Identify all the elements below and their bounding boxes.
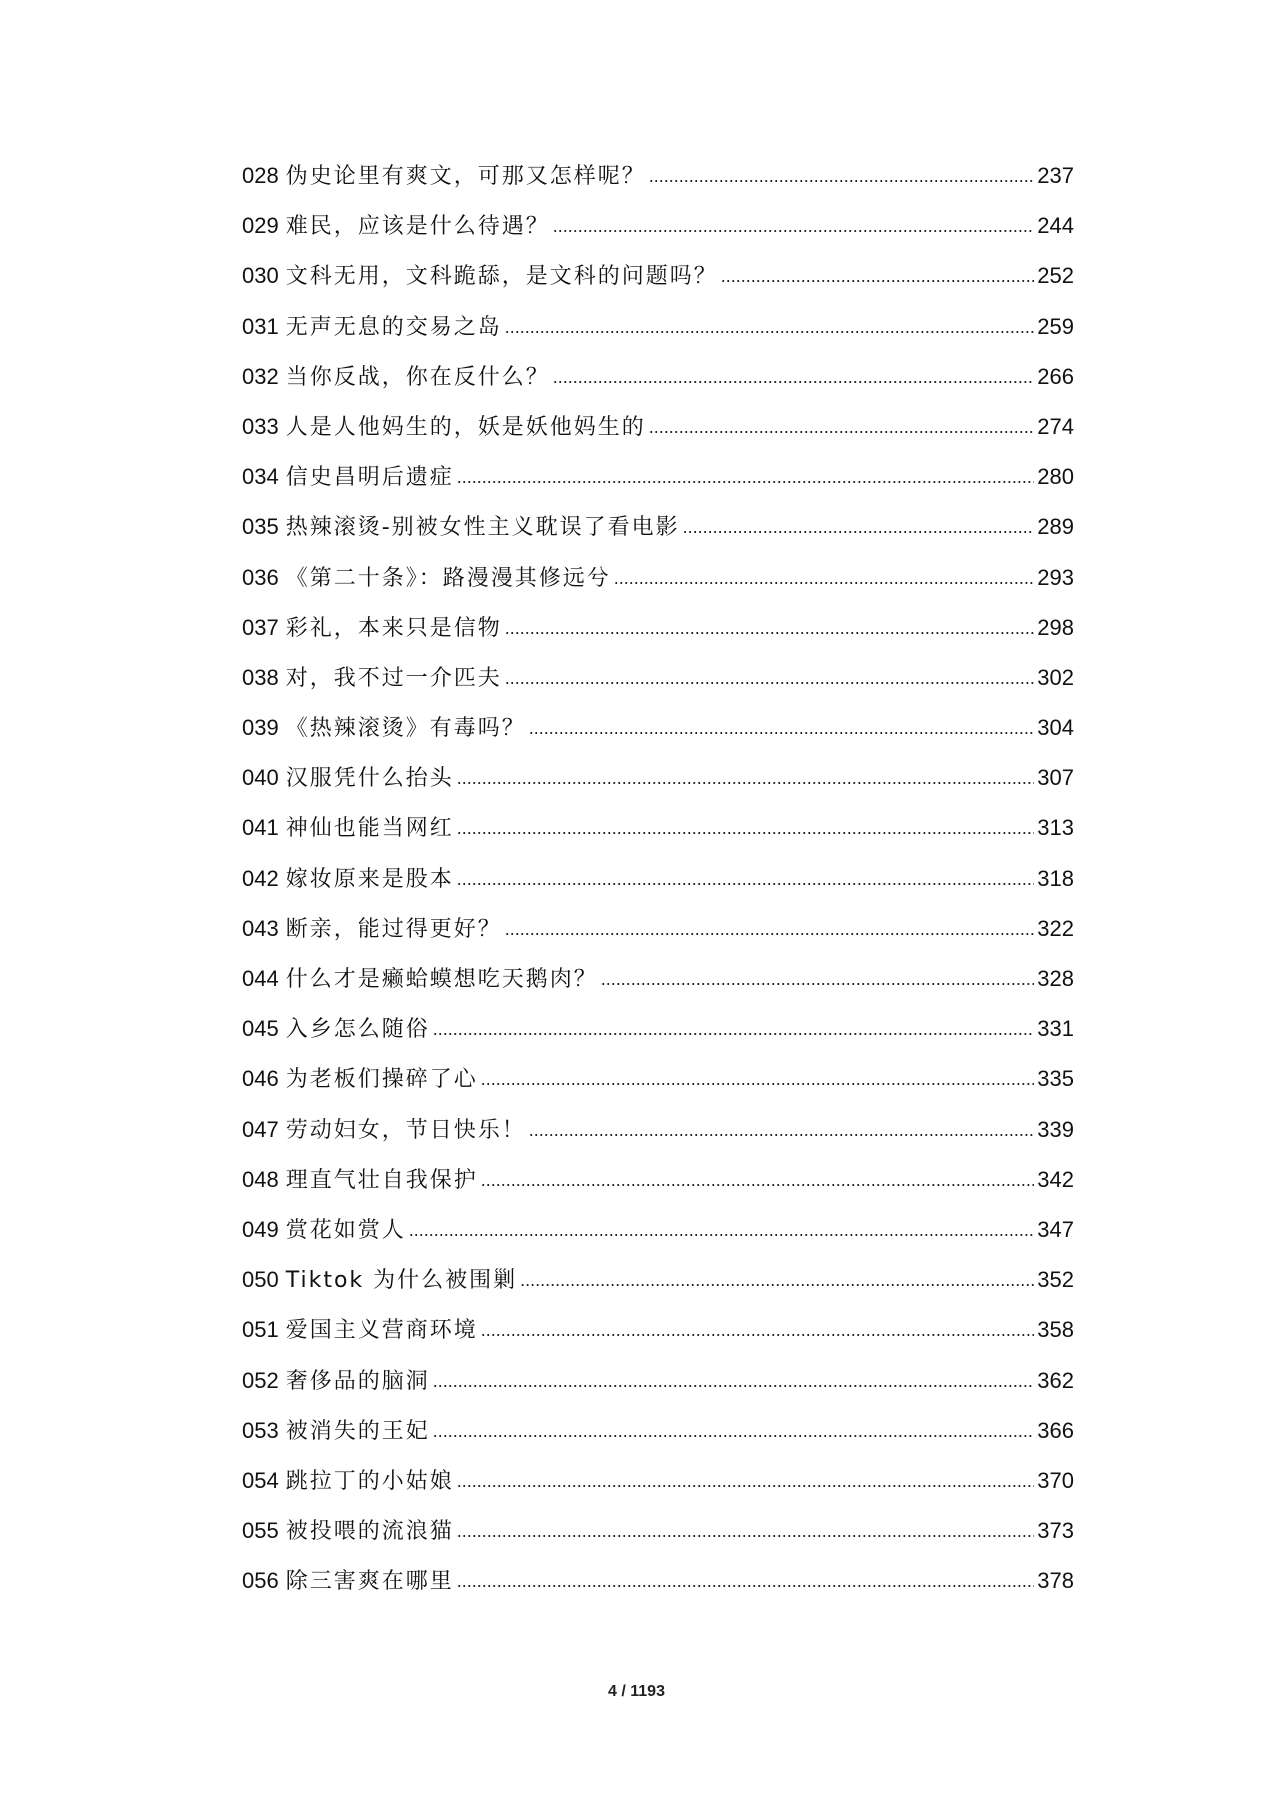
toc-entry[interactable] xyxy=(242,611,1074,661)
entry-title: 《热辣滚烫》有毒吗？ xyxy=(285,716,526,742)
entry-number: 045 xyxy=(242,1016,279,1042)
toc-entry[interactable] xyxy=(242,1213,1074,1263)
toc-entry[interactable] xyxy=(242,259,1074,309)
toc-entry[interactable] xyxy=(242,1062,1074,1112)
entry-page-number: 289 xyxy=(1037,514,1074,540)
entry-title: 对，我不过一介匹夫 xyxy=(285,665,502,691)
entry-number: 054 xyxy=(242,1467,279,1493)
dot-leader xyxy=(553,213,1035,238)
entry-page-number: 259 xyxy=(1037,313,1074,339)
dot-leader xyxy=(505,314,1035,339)
entry-page-number: 244 xyxy=(1037,213,1074,239)
dot-leader xyxy=(481,1167,1035,1192)
entry-page-number: 331 xyxy=(1037,1016,1074,1042)
dot-leader xyxy=(457,866,1035,891)
toc-entry[interactable] xyxy=(242,811,1074,861)
entry-number: 052 xyxy=(242,1367,279,1393)
entry-page-number: 328 xyxy=(1037,966,1074,991)
entry-page-number: 362 xyxy=(1037,1367,1074,1393)
entry-number: 051 xyxy=(242,1317,279,1343)
entry-title: 为老板们操碎了心 xyxy=(285,1067,478,1093)
entry-title: 伪史论里有爽文，可那又怎样呢？ xyxy=(285,164,646,189)
entry-page-number: 335 xyxy=(1037,1066,1074,1092)
entry-page-number: 302 xyxy=(1037,664,1074,690)
entry-title: 断亲，能过得更好？ xyxy=(285,916,502,942)
entry-page-number: 237 xyxy=(1037,163,1074,188)
entry-title: 信史昌明后遗症 xyxy=(285,465,454,491)
entry-title: 神仙也能当网红 xyxy=(285,816,454,842)
dot-leader xyxy=(614,565,1035,590)
entry-number: 033 xyxy=(242,413,279,439)
entry-page-number: 304 xyxy=(1037,715,1074,741)
dot-leader xyxy=(481,1317,1035,1342)
toc-entry[interactable] xyxy=(242,209,1074,259)
entry-number: 048 xyxy=(242,1166,279,1192)
entry-number: 037 xyxy=(242,614,279,640)
toc-entry[interactable] xyxy=(242,310,1074,360)
entry-number: 049 xyxy=(242,1216,279,1242)
entry-number: 050 xyxy=(242,1267,279,1293)
toc-entry[interactable] xyxy=(242,510,1074,560)
page-indicator: 4 / 1193 xyxy=(608,1683,665,1700)
dot-leader xyxy=(520,1267,1034,1292)
dot-leader xyxy=(529,715,1035,740)
dot-leader xyxy=(505,615,1035,640)
entry-page-number: 293 xyxy=(1037,564,1074,590)
toc-entry[interactable] xyxy=(242,862,1074,912)
entry-title: 理直气壮自我保护 xyxy=(285,1167,478,1193)
entry-title: Tiktok 为什么被围剿 xyxy=(285,1268,518,1294)
dot-leader xyxy=(457,765,1035,790)
toc-entry[interactable] xyxy=(242,1464,1074,1514)
dot-leader xyxy=(481,1066,1035,1091)
entry-title: 文科无用，文科跪舔，是文科的问题吗？ xyxy=(285,264,718,290)
toc-entry[interactable] xyxy=(242,661,1074,711)
toc-entry[interactable] xyxy=(242,159,1074,209)
entry-number: 055 xyxy=(242,1518,279,1544)
dot-leader xyxy=(683,514,1035,539)
entry-title: 跳拉丁的小姑娘 xyxy=(285,1468,454,1494)
entry-title: 人是人他妈生的，妖是妖他妈生的 xyxy=(285,414,646,440)
entry-page-number: 298 xyxy=(1037,614,1074,640)
dot-leader xyxy=(601,966,1035,991)
dot-leader xyxy=(529,1117,1035,1142)
dot-leader xyxy=(457,815,1035,840)
entry-number: 047 xyxy=(242,1116,279,1142)
dot-leader xyxy=(721,263,1035,288)
dot-leader xyxy=(457,464,1035,489)
entry-number: 046 xyxy=(242,1066,279,1092)
entry-number: 028 xyxy=(242,163,279,188)
toc-entry[interactable] xyxy=(242,1364,1074,1414)
dot-leader xyxy=(649,414,1035,439)
entry-title: 被消失的王妃 xyxy=(285,1418,430,1444)
dot-leader xyxy=(457,1568,1035,1593)
entry-number: 039 xyxy=(242,715,279,741)
entry-page-number: 307 xyxy=(1037,765,1074,791)
entry-page-number: 342 xyxy=(1037,1166,1074,1192)
toc-entry[interactable] xyxy=(242,1514,1074,1564)
entry-page-number: 252 xyxy=(1037,263,1074,289)
dot-leader xyxy=(433,1016,1035,1041)
dot-leader xyxy=(433,1418,1035,1443)
entry-title: 被投喂的流浪猫 xyxy=(285,1519,454,1545)
entry-number: 031 xyxy=(242,313,279,339)
entry-number: 035 xyxy=(242,514,279,540)
dot-leader xyxy=(457,1518,1035,1543)
entry-title: 难民，应该是什么待遇？ xyxy=(285,214,550,240)
toc-entry[interactable] xyxy=(242,1163,1074,1213)
entry-number: 042 xyxy=(242,865,279,891)
toc-entry[interactable] xyxy=(242,1313,1074,1363)
toc-entry[interactable] xyxy=(242,1012,1074,1062)
entry-page-number: 274 xyxy=(1037,413,1074,439)
entry-title: 汉服凭什么抬头 xyxy=(285,766,454,792)
entry-page-number: 378 xyxy=(1037,1568,1074,1594)
dot-leader xyxy=(409,1217,1035,1242)
dot-leader xyxy=(433,1368,1035,1393)
toc-entry[interactable] xyxy=(242,460,1074,510)
entry-page-number: 370 xyxy=(1037,1467,1074,1493)
toc-entry[interactable] xyxy=(242,711,1074,761)
entry-title: 当你反战，你在反什么？ xyxy=(285,364,550,390)
entry-page-number: 352 xyxy=(1037,1267,1074,1293)
entry-number: 036 xyxy=(242,564,279,590)
toc-entry[interactable] xyxy=(242,761,1074,811)
entry-number: 038 xyxy=(242,664,279,690)
entry-title: 赏花如赏人 xyxy=(285,1217,406,1243)
entry-number: 032 xyxy=(242,363,279,389)
entry-title: 入乡怎么随俗 xyxy=(285,1017,430,1043)
entry-page-number: 339 xyxy=(1037,1116,1074,1142)
entry-page-number: 266 xyxy=(1037,363,1074,389)
entry-title: 《第二十条》：路漫漫其修远兮 xyxy=(285,565,611,591)
dot-leader xyxy=(505,916,1035,941)
entry-number: 029 xyxy=(242,213,279,239)
entry-title: 劳动妇女，节日快乐！ xyxy=(285,1117,526,1143)
entry-number: 053 xyxy=(242,1417,279,1443)
entry-number: 056 xyxy=(242,1568,279,1594)
entry-page-number: 280 xyxy=(1037,464,1074,490)
dot-leader xyxy=(457,1468,1035,1493)
entry-number: 044 xyxy=(242,966,279,991)
toc-entry[interactable] xyxy=(242,410,1074,460)
entry-title: 彩礼，本来只是信物 xyxy=(285,615,502,641)
dot-leader xyxy=(649,163,1035,188)
entry-number: 030 xyxy=(242,263,279,289)
entry-title: 奢侈品的脑洞 xyxy=(285,1368,430,1394)
toc-entry[interactable] xyxy=(242,1113,1074,1163)
dot-leader xyxy=(505,665,1035,690)
toc-entry[interactable] xyxy=(242,912,1074,962)
table-of-contents xyxy=(242,159,1074,1614)
entry-page-number: 313 xyxy=(1037,815,1074,841)
entry-number: 041 xyxy=(242,815,279,841)
entry-title: 热辣滚烫-别被女性主义耽误了看电影 xyxy=(285,515,680,541)
entry-page-number: 358 xyxy=(1037,1317,1074,1343)
toc-entry[interactable] xyxy=(242,1564,1074,1614)
toc-entry[interactable] xyxy=(242,360,1074,410)
entry-page-number: 347 xyxy=(1037,1216,1074,1242)
entry-title: 嫁妆原来是股本 xyxy=(285,866,454,892)
toc-entry[interactable] xyxy=(242,561,1074,611)
entry-number: 040 xyxy=(242,765,279,791)
entry-title: 无声无息的交易之岛 xyxy=(285,314,502,340)
entry-page-number: 373 xyxy=(1037,1518,1074,1544)
entry-page-number: 318 xyxy=(1037,865,1074,891)
entry-page-number: 366 xyxy=(1037,1417,1074,1443)
toc-entry[interactable] xyxy=(242,1263,1074,1313)
entry-number: 034 xyxy=(242,464,279,490)
entry-title: 爱国主义营商环境 xyxy=(285,1318,478,1344)
toc-entry[interactable] xyxy=(242,962,1074,1012)
entry-title: 什么才是癞蛤蟆想吃天鹅肉？ xyxy=(285,967,598,992)
toc-entry[interactable] xyxy=(242,1414,1074,1464)
entry-number: 043 xyxy=(242,915,279,941)
entry-page-number: 322 xyxy=(1037,915,1074,941)
dot-leader xyxy=(553,364,1035,389)
entry-title: 除三害爽在哪里 xyxy=(285,1569,454,1595)
